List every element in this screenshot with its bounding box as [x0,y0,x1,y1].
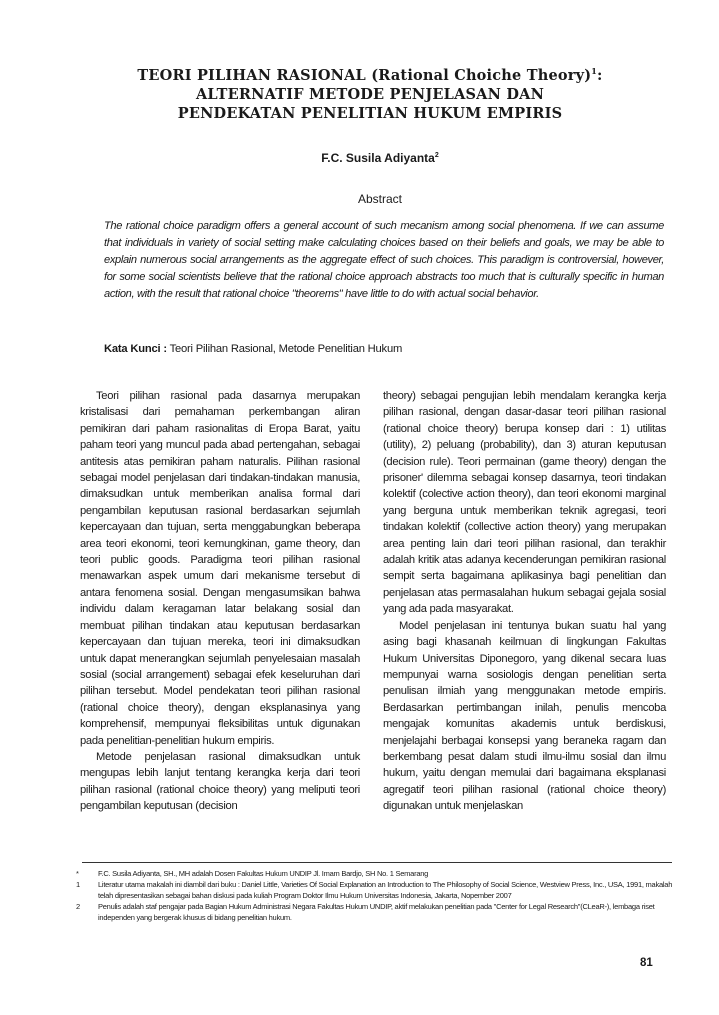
footnotes [76,868,676,923]
author-footnote-marker: 2 [434,152,439,159]
title-line-1: TEORI PILIHAN RASIONAL (Rational Choiche Theory)$^1$: [137,66,603,84]
body-paragraph: theory) sebagai pengujian lebih mendalam kerangka kerja pilihan rasional, dengan dasar-dasar teori pilihan rasional (rational choice theory) berupa konsep dari : 1) utilitas (utility), 2) peluang (probability), dan 3) aturan keputusan (decision rule). Teori permainan (game theory) dengan the prisoner' dilemma sebagai konsep dasarnya, teori tindakan kolektif (colective action theory), dan teori ekonomi marginal yang berguna untuk memberikan teknik agregasi, teori tindakan kolektif (collective action theory) yang merupakan area penting lain dari teori pilihan rasional, dan terakhir adalah kritik atas adanya kecenderungan pemikiran rasional sempit serta bagaimana aplikasinya bagi penelitian dan penjelasan atas permasalahan hukum sebagai gejala sosial yang ada pada masyarakat. [383,390,666,616]
title-line-3: PENDEKATAN PENELITIAN HUKUM EMPIRIS [177,104,563,122]
body-column-right [383,388,666,815]
title-line-2: ALTERNATIF METODE PENJELASAN DAN [195,85,545,103]
body-column-left [80,388,360,815]
abstract-text: The rational choice paradigm offers a general account of such mecanism among social phenomena. If we can assume that individuals in variety of social setting make calculating choices based on their beliefs and goals, we may be able to explain numerous social arrangements as the aggregate effect of such choices. This paradigm is controversial, however, for some social scientists believe that the rational choice approach abstracts too much that is culturally specific in human action, with the result that rational choice "theorems" have little to do with actual social behavior. [104,220,664,300]
body-paragraph: Metode penjelasan rasional dimaksudkan untuk mengupas lebih lanjut tentang kerangka kerja dari teori pilihan rasional (rational choice theory) yang meliputi teori pengambilan keputusan (decision [80,750,360,813]
body-paragraph: Model penjelasan ini tentunya bukan suatu hal yang asing bagi khasanah keilmuan di lingkungan Fakultas Hukum Universitas Diponegoro, yang dikenal secara luas mempunyai warna sosiologis dengan penelitian serta penulisan ilmiah yang menggunakan metode empiris. Berdasarkan pertimbangan inilah, penulis mencoba mengajak komunitas akademis untuk berdiskusi, menjelajahi berbagai konsepsi yang beraneka ragam dan berkembang pesat dalam studi ilmu-ilmu sosial dan ilmu hukum, yaitu dengan memulai dari bagaimana eksplanasi agregatif teori pilihan rasional (rational choice theory) digunakan untuk menjelaskan [383,619,666,813]
footnote-divider [82,862,672,863]
footnote [76,879,676,901]
footnote-mark: 2 [76,902,80,911]
keywords-text: Teori Pilihan Rasional, Metode Penelitian Hukum [169,343,403,355]
paper-title [90,62,650,123]
footnote-mark: * [76,869,79,878]
keywords [104,343,664,355]
body-paragraph: Teori pilihan rasional pada dasarnya merupakan kristalisasi dari pemahaman perkembangan aliran pemikiran dari paham rasionalitas di Eropa Barat, yaitu paham teori yang muncul pada abad pertengahan, sebagai antitesis atas pemikiran paham naturalis. Pilihan rasional sebagai model penjelasan dari tindakan-tindakan manusia, dimaksudkan untuk memberikan analisa formal dari pengambilan keputusan rasional berdasarkan sejumlah kepercayaan dan tujuan, serta menggabungkan beberapa area teori ekonomi, teori kemungkinan, game theory, dan teori public goods. Paradigma teori pilihan rasional menawarkan aspek umum dari mekanisme tersebut di antara fenomena sosial. Dengan mengasumsikan bahwa individu dalam keragaman latar belakang sosial dan membuat pilihan tindakan atau keputusan berdasarkan kepercayaan dan tujuan mereka, teori ini dimaksudkan untuk dapat menerangkan sejumlah penyelesaian masalah sosial (social arrangement) sebagai efek keseluruhan dari pilihan tersebut. Model pendekatan teori pilihan rasional (rational choice theory), dengan eksplanasinya yang komprehensif, mempunyai fleksibilitas untuk digunakan pada penelitian-penelitian hukum empiris. [80,390,360,747]
footnote-text: Penulis adalah staf pengajar pada Bagian Hukum Administrasi Negara Fakultas Hukum UNDIP, aktif melakukan penelitian pada "Center for Legal Research"(CLeaR-), lembaga riset independen yang bergerak khusus di bidang penelitian hukum. [98,902,655,922]
page-number: 81 [640,957,653,969]
footnote-text: Literatur utama makalah ini diambil dari buku : Daniel Little, Varieties Of Social Explanation an Introduction to The Philosophy of Social Science, Westview Press, Inc., USA, 1991, makalah telah dipresentasikan sebagai bahan diskusi pada kuliah Program Doktor Ilmu Hukum Universitas Indonesia, Jakarta, Nopember 2007 [98,880,673,900]
title-footnote-marker: 1 [591,66,598,76]
footnote-mark: 1 [76,880,80,889]
footnote-text: F.C. Susila Adiyanta, SH., MH adalah Dosen Fakultas Hukum UNDIP Jl. Imam Bardjo, SH No. 1 Semarang [98,869,429,878]
keywords-label: Kata Kunci : [104,343,167,355]
abstract-heading: Abstract [357,192,402,206]
footnote [76,868,676,879]
author-name: F.C. Susila Adiyanta$^2$ [321,151,439,165]
footnote [76,901,676,923]
